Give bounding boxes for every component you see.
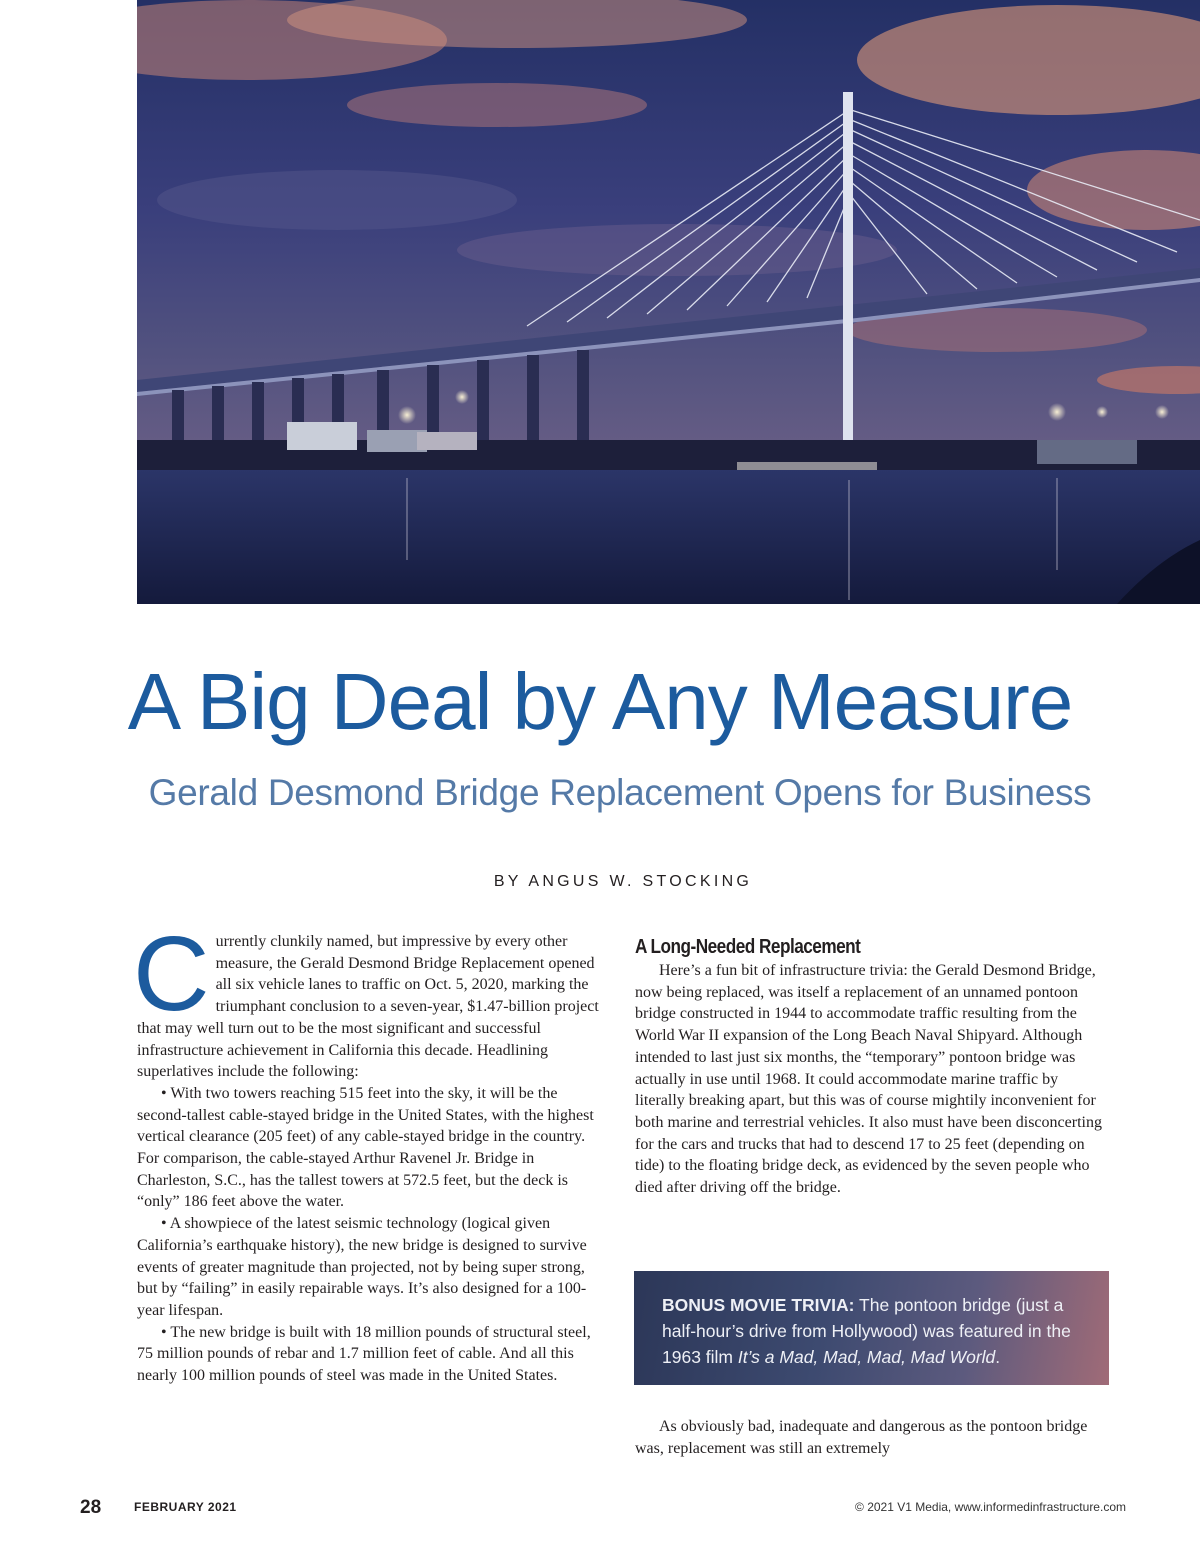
bonus-trivia-box: [634, 1271, 1109, 1385]
article-title: A Big Deal by Any Measure: [127, 657, 1073, 746]
byline: BY ANGUS W. STOCKING: [493, 873, 753, 890]
intro-paragraph: [133, 915, 607, 1083]
bonus-trivia-body: The pontoon bridge (just a half-hour’s drive from Hollywood) was featured in the 1963 film: [662, 1295, 1071, 1367]
bonus-trivia-end: .: [995, 1347, 1001, 1367]
left-column: [133, 915, 607, 1387]
article-subtitle: Gerald Desmond Bridge Replacement Opens for Business: [148, 772, 1092, 813]
bullet-item: • With two towers reaching 515 feet into the sky, it will be the second-tallest cable-stayed bridge in the United States, with the highest vertical clearance (205 feet) of any cable-stayed bridge in the country. For comparison, the cable-stayed Arthur Ravenel Jr. Bridge in Charleston, S.C., has the tallest towers at 572.5 feet, but the deck is “only” 186 feet above the water.: [137, 1084, 594, 1211]
copyright-notice: © 2021 V1 Media, www.informedinfrastructure.com: [855, 1500, 1126, 1514]
section-heading: A Long-Needed Replacement: [635, 936, 861, 958]
hero-photo: [137, 0, 1200, 604]
right-column: [635, 934, 1110, 1199]
bonus-trivia-label: BONUS MOVIE TRIVIA:: [662, 1295, 855, 1315]
section-paragraph: Here’s a fun bit of infrastructure trivia: the Gerald Desmond Bridge, now being replaced, was itself a replacement of an unnamed pontoon bridge constructed in 1944 to accommodate traffic resulting from the World War II expansion of the Long Beach Naval Shipyard. Although intended to last just six months, the “temporary” pontoon bridge was actually in use until 1968. It could accommodate marine traffic by literally breaking apart, but this was of course mightily inconvenient for both marine and terrestrial vehicles. It also must have been disconcerting for the cars and trucks that had to descend 17 to 25 feet (depending on tide) to the floating bridge deck, as evidenced by the seven people who died after driving off the bridge.: [635, 962, 1102, 1197]
dropcap: C: [133, 915, 210, 1033]
bullet-item: • The new bridge is built with 18 million pounds of structural steel, 75 million pounds of rebar and 1.7 million feet of cable. And all this nearly 100 million pounds of steel was made in the United States.: [137, 1323, 591, 1385]
issue-date: FEBRUARY 2021: [134, 1500, 237, 1514]
film-title: It’s a Mad, Mad, Mad, Mad World: [737, 1347, 996, 1367]
page-number: 28: [80, 1497, 102, 1518]
closing-paragraph: As obviously bad, inadequate and dangerous as the pontoon bridge was, replacement was still an extremely: [635, 1418, 1088, 1457]
bullet-item: • A showpiece of the latest seismic technology (logical given California’s earthquake history), the new bridge is designed to survive events of greater magnitude than projected, not by being super strong, but by “failing” in easily repairable ways. It’s also designed for a 100-year lifespan.: [137, 1215, 587, 1319]
closing-column: [635, 1416, 1110, 1459]
bonus-trivia-text: [662, 1292, 1092, 1370]
intro-text: urrently clunkily named, but impressive by every other measure, the Gerald Desmond Bridge Replacement opened all six vehicle lanes to traffic on Oct. 5, 2020, marking the triumphant conclusion to a seven-year, $1.47-billion project that may well turn out to be the most significant and successful infrastructure achievement in California this decade. Headlining superlatives include the following:: [137, 933, 599, 1081]
